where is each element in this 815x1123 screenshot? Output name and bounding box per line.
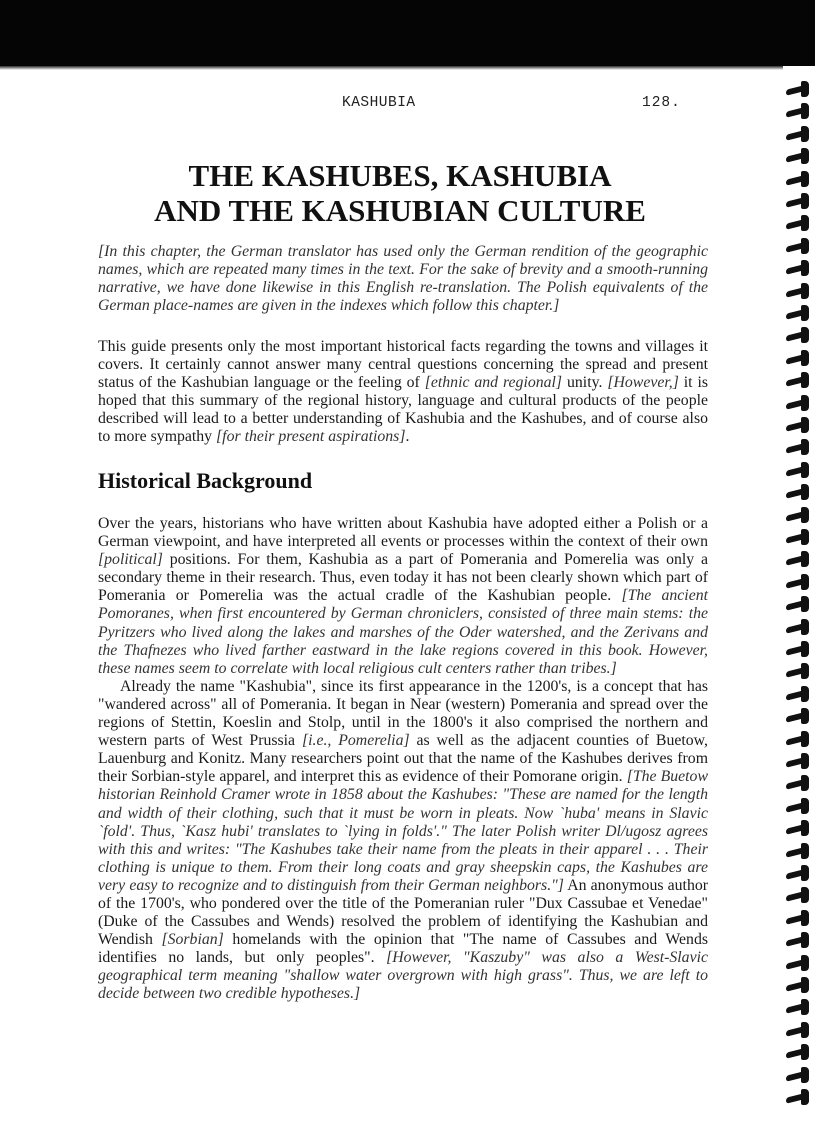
binding-coil [786,353,812,366]
page-number: 128. [642,95,681,111]
binding-coil [786,958,812,971]
binding-coil [786,286,812,299]
p2-aside-4: [However, "Kaszuby" was also a West-Slavic geographical term meaning "shallow water overgrown with high grass". Thus, we are left to decide between two credible hypotheses.] [98,949,708,1003]
p1-text-2: positions. For them, Kashubia as a part of Pomerania and Pomerelia was only a secondary theme in their research. Thus, even today it has not been clearly shown which part of Pomerania or Pomerelia was the actual cradle of the Kashubian people. [98,551,708,605]
running-title: KASHUBIA [342,95,416,111]
p1-text-1: Over the years, historians who have written about Kashubia have adopted either a Polish or a German viewpoint, and have interpreted all events or processes within the context of their own [98,515,708,551]
binding-coil [786,241,812,254]
paragraph-1 [98,515,708,678]
section-heading: Historical Background [98,468,313,493]
binding-coil [786,935,812,948]
binding-coil [786,174,812,187]
binding-coil [786,151,812,164]
binding-coil [786,532,812,545]
binding-coil [786,711,812,724]
historical-background-body [98,515,708,1004]
binding-coil [786,218,812,231]
binding-coil [786,689,812,702]
binding-coil [786,330,812,343]
scan-top-band [0,0,815,66]
intro-text-2: unity. [562,374,608,392]
binding-coil [786,1025,812,1038]
p1-aside-1: [political] [98,551,163,569]
binding-coil [786,263,812,276]
binding-coil [786,1092,812,1105]
binding-coil [786,778,812,791]
binding-coil [786,868,812,881]
binding-coil [786,913,812,926]
binding-coil [786,1070,812,1083]
intro-aside-1: [ethnic and regional] [424,374,563,392]
intro-text-3: it is hoped that this summary of the regional history, language and cultural products of the people described will lead to a better understanding of Kashubia and the Kashubes, and of course also to more sympathy [98,374,709,446]
binding-coil [786,644,812,657]
intro-paragraph [98,338,708,447]
binding-coil [786,420,812,433]
paragraph-2 [98,678,708,1004]
binding-coil [786,577,812,590]
binding-coil [786,622,812,635]
binding-coil [786,196,812,209]
binding-coil [786,375,812,388]
binding-coil [786,510,812,523]
binding-coil [786,308,812,321]
binding-coil [786,756,812,769]
binding-coil [786,487,812,500]
binding-coil [786,666,812,679]
p2-text-4: homelands with the opinion that "The name of Cassubes and Wends identifies no lands, but only peoples". [98,931,708,967]
p1-aside-2: [The ancient Pomoranes, when first encountered by German chroniclers, consisted of three main stems: the Pyritzers who lived along the lakes and marshes of the Oder watershed, and the Zerivans and the Thafnezes who lived farther eastward in the lake regions covered in this book. However, these names seem to correlate with local religious cult centers rather than tribes.] [98,587,708,677]
binding-coil [786,599,812,612]
binding-coil [786,801,812,814]
binding-coil [786,734,812,747]
p2-aside-3: [Sorbian] [161,931,224,949]
intro-aside-2: [However,] [607,374,679,392]
binding-coil [786,823,812,836]
binding-coil [786,846,812,859]
intro-text-1: This guide presents only the most important historical facts regarding the towns and villages it covers. It certainly cannot answer many central questions concerning the spread and present status of the Kashubian language or the feeling of [98,338,708,392]
binding-coil [786,398,812,411]
chapter-title [90,158,710,228]
binding-coil [786,106,812,119]
binding-coil [786,1002,812,1015]
chapter-title-line-2: AND THE KASHUBIAN CULTURE [154,193,646,228]
binding-coil [786,84,812,97]
binding-coil [786,442,812,455]
binding-coil [786,465,812,478]
spiral-binding [783,66,815,1123]
p2-text-1: Already the name "Kashubia", since its first appearance in the 1200's, is a concept that has "wandered across" all of Pomerania. It began in Near (western) Pomerania and spread over the regions of Stettin, Koeslin and Stolp, until in the 1800's it also comprised the northern and western parts of West Prussia [98,677,708,750]
p2-aside-1: [i.e., Pomerelia] [301,732,410,750]
binding-coil [786,554,812,567]
intro-aside-3: [for their present aspirations] [216,428,406,446]
p2-text-2: as well as the adjacent counties of Buetow, Lauenburg and Konitz. Many researchers point out that the name of the Kashubes derives from their Sorbian-style apparel, and interpret this as evidence of their Pomorane origin. [98,732,708,786]
chapter-title-line-1: THE KASHUBES, KASHUBIA [188,158,612,193]
p2-aside-2: [The Buetow historian Reinhold Cramer wrote in 1858 about the Kashubes: "These are named for the length and width of their clothing, such that it must be worn in pleats. Now `huba' means in Slavic `fold'. Thus, `Kasz hubi' translates to `lying in folds'." The later Polish writer Dl/ugosz agrees with this and writes: "The Kashubes take their name from the pleats in their apparel . . . Their clothing is unique to them. From their long coats and gray sheepskin caps, the Kashubes are very easy to recognize and to distinguish from their German neighbors."] [98,768,708,894]
binding-coil [786,129,812,142]
translator-note: [In this chapter, the German translator has used only the German rendition of the geographic names, which are repeated many times in the text. For the sake of brevity and a smooth-running narrative, we have done likewise in this English re-translation. The Polish equivalents of the German place-names are given in the indexes which follow this chapter.] [98,243,708,315]
p2-text-3: An anonymous author of the 1700's, who pondered over the title of the Pomeranian ruler "Dux Cassubae et Venedae" (Duke of the Cassubes and Wends) resolved the problem of identifying the Kashubian and Wendish [98,876,709,949]
binding-coil [786,1047,812,1060]
binding-coil [786,980,812,993]
binding-coil [786,890,812,903]
intro-text-4: . [405,428,410,446]
